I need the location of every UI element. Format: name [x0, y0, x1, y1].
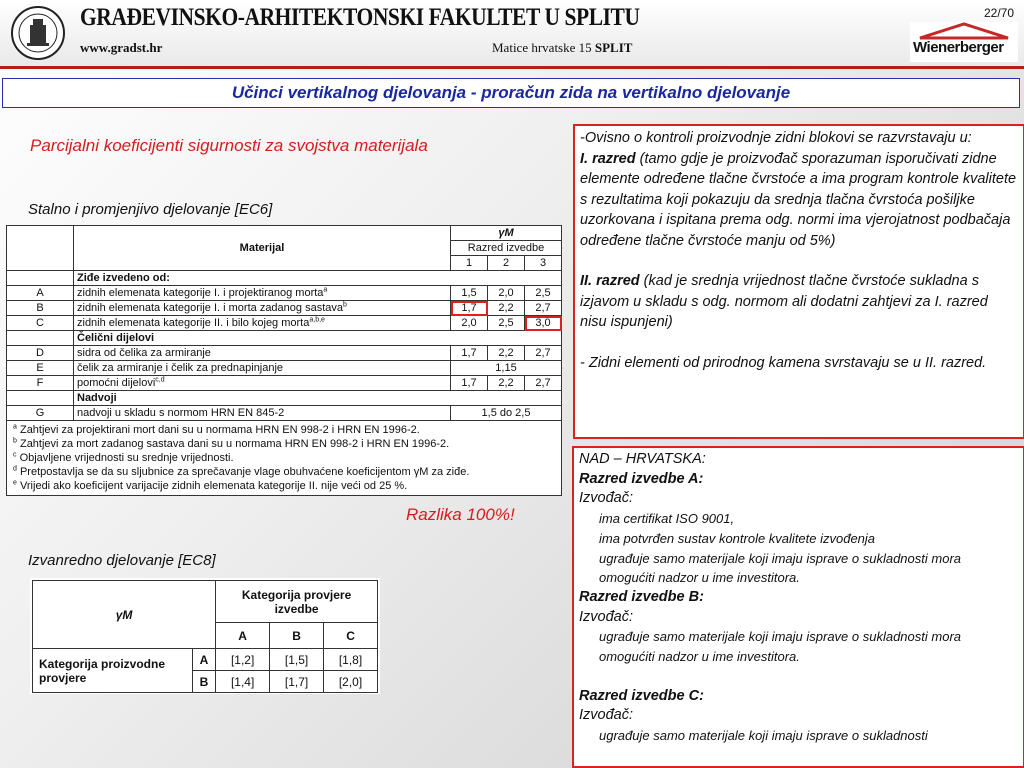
row-value-merged: 1,5 do 2,5: [451, 406, 562, 421]
ec8-caption: Izvanredno djelovanje [EC8]: [28, 552, 216, 569]
row-text: nadvoji u skladu s normom HRN EN 845-2: [74, 406, 451, 421]
ec8-value: [1,5]: [270, 649, 324, 671]
row-sup: b: [343, 301, 347, 309]
contractor-label: Izvođač:: [579, 608, 633, 625]
ec6-group-steel: Čelični dijelovi: [74, 331, 562, 346]
box1-class1-text: (tamo gdje je proizvođač sporazuman isporučivati zidne elemente određene tlačne čvrstoće a ima program kontrole kvalitete s rezultatima koji pokazuju da srednja tlačna čvrstoća pošiljke uzorkovana i ispitana prema odg. normi ima vjerojatnost podbačaja određene tlačne čvrstoće manju od 5%): [580, 150, 1017, 249]
address: [492, 40, 632, 56]
footnote: [13, 451, 555, 465]
highlighted-value: 3,0: [525, 316, 562, 331]
ec8-row-header: Kategorija proizvodne provjere: [33, 649, 193, 693]
row-text: [74, 376, 451, 391]
ec8-col: B: [270, 623, 324, 649]
page-number: 22/70: [983, 6, 1014, 20]
footnote-mark: d: [13, 465, 17, 473]
slide-title: Učinci vertikalnog djelovanja - proračun zida na vertikalno djelovanje: [2, 78, 1020, 108]
website-link[interactable]: www.gradst.hr: [80, 40, 163, 55]
ec6-group-lintels: Nadvoji: [74, 391, 562, 406]
footnote-mark: c: [13, 451, 17, 459]
ec8-row-key: B: [192, 671, 215, 693]
class-b-item: ugrađuje samo materijale koji imaju isprave o sukladnosti mora omogućiti nadzor u ime investitora.: [599, 629, 962, 665]
footnote-mark: b: [13, 437, 17, 445]
row-key: G: [7, 406, 74, 421]
table-row: [7, 406, 562, 421]
ec6-caption: Stalno i promjenjivo djelovanje [EC6]: [28, 201, 273, 218]
ec8-col: A: [216, 623, 270, 649]
box1-class1: [580, 149, 1018, 252]
row-value: 1,7: [451, 376, 488, 391]
row-value: 2,7: [525, 376, 562, 391]
box1-class2-text: (kad je srednja vrijednost tlačne čvrstoće sukladna s izjavom u skladu s odg. normom ali dodatni zahtjevi za I. razred nisu ispunjeni): [580, 273, 988, 330]
row-text: čelik za armiranje i čelik za prednapinjanje: [74, 361, 451, 376]
ec8-value: [1,7]: [270, 671, 324, 693]
class-c-item: ugrađuje samo materijale koji imaju isprave o sukladnosti: [599, 728, 928, 744]
nad-box: [572, 446, 1024, 768]
faculty-title: GRAĐEVINSKO-ARHITEKTONSKI FAKULTET U SPLITU: [80, 4, 640, 31]
row-value: 2,0: [488, 286, 525, 301]
ec6-class-2: 2: [488, 256, 525, 271]
section-heading: Parcijalni koeficijenti sigurnosti za svojstva materijala: [30, 136, 428, 155]
table-row: [7, 286, 562, 301]
row-value: 1,7: [451, 346, 488, 361]
spacer: [579, 667, 1018, 687]
row-sup: a,b,e: [309, 316, 325, 324]
table-row: [7, 301, 562, 316]
row-text-label: zidnih elemenata kategorije I. i morta zadanog sastava: [77, 302, 343, 314]
ec8-table: [30, 578, 380, 694]
box1-class2: [580, 271, 1018, 333]
ec8-value: [1,4]: [216, 671, 270, 693]
row-value: 1,5: [451, 286, 488, 301]
footnote-text: Objavljene vrijednosti su srednje vrijednosti.: [19, 452, 234, 464]
row-text-label: zidnih elemenata kategorije II. i bilo kojeg morta: [77, 317, 310, 329]
row-text: sidra od čelika za armiranje: [74, 346, 451, 361]
row-text: [74, 301, 451, 316]
ec6-class-1: 1: [451, 256, 488, 271]
footnote-text: Zahtjevi za mort zadanog sastava dani su u normama HRN EN 998-2 i HRN EN 1996-2.: [19, 438, 450, 450]
ec6-blank: [7, 271, 74, 286]
difference-note: Razlika 100%!: [406, 505, 515, 524]
row-sup: c,d: [155, 376, 165, 384]
row-value: 2,0: [451, 316, 488, 331]
row-sup: a: [323, 286, 328, 294]
class-a-item: ugrađuje samo materijale koji imaju isprave o sukladnosti mora omogućiti nadzor u ime investitora.: [599, 550, 962, 586]
row-value: 2,5: [525, 286, 562, 301]
box1-class2-label: II. razred: [580, 273, 640, 289]
row-key: E: [7, 361, 74, 376]
box1-stone: - Zidni elementi od prirodnog kamena svrstavaju se u II. razred.: [580, 354, 987, 371]
footnote: [13, 437, 555, 451]
row-value-merged: 1,15: [451, 361, 562, 376]
class-a-item: ima potvrđen sustav kontrole kvalitete izvođenja: [599, 530, 876, 546]
row-key: B: [7, 301, 74, 316]
row-key: D: [7, 346, 74, 361]
footnote-mark: a: [13, 423, 17, 431]
ec6-corner: [7, 226, 74, 271]
table-row: [7, 316, 562, 331]
address-city: SPLIT: [594, 40, 633, 55]
contractor-label: Izvođač:: [579, 707, 633, 724]
contractor-label: Izvođač:: [579, 490, 633, 507]
header-divider: [0, 66, 1024, 69]
row-key: F: [7, 376, 74, 391]
spacer: [580, 251, 1018, 271]
row-text: [74, 286, 451, 301]
ec6-table: [6, 225, 562, 496]
row-value: 2,7: [525, 301, 562, 316]
row-value: 2,2: [488, 346, 525, 361]
ec6-class-3: 3: [525, 256, 562, 271]
class-a-item: ima certifikat ISO 9001,: [599, 511, 735, 527]
table-row: [7, 376, 562, 391]
row-text: [74, 316, 451, 331]
footnote: [13, 465, 555, 479]
footnote-mark: e: [13, 479, 17, 487]
ec6-footnotes: [7, 421, 562, 496]
ec6-blank: [7, 391, 74, 406]
ec6-group-masonry: Ziđe izvedeno od:: [74, 271, 562, 286]
row-text-label: pomoćni dijelovi: [77, 377, 156, 389]
table-row: [33, 649, 378, 671]
class-c-heading: Razred izvedbe C:: [579, 687, 704, 704]
row-key: C: [7, 316, 74, 331]
ec8-col-header: Kategorija provjere izvedbe: [216, 581, 378, 623]
logo-text: Wienerberger: [913, 39, 1004, 56]
row-value: 2,2: [488, 376, 525, 391]
row-text-label: zidnih elemenata kategorije I. i projektiranog morta: [77, 287, 324, 299]
class-a-heading: Razred izvedbe A:: [579, 470, 704, 487]
row-value: 2,7: [525, 346, 562, 361]
ec8-value: [1,8]: [324, 649, 378, 671]
table-row: [7, 361, 562, 376]
ec6-col-class: Razred izvedbe: [451, 241, 562, 256]
row-value: 2,5: [488, 316, 525, 331]
header: [0, 0, 1024, 66]
ec8-row-key: A: [192, 649, 215, 671]
footnote-text: Zahtjevi za projektirani mort dani su u normama HRN EN 998-2 i HRN EN 1996-2.: [19, 424, 420, 436]
spacer: [580, 333, 1018, 353]
university-seal-icon: [10, 5, 66, 61]
row-key: A: [7, 286, 74, 301]
nad-heading: NAD – HRVATSKA:: [579, 451, 706, 467]
logo-roof-icon: [910, 22, 1018, 40]
ec8-gamma: γM: [33, 581, 216, 649]
row-value: 2,2: [488, 301, 525, 316]
box1-class1-label: I. razred: [580, 150, 636, 167]
ec6-col-gamma: γM: [451, 226, 562, 241]
footnote-text: Vrijedi ako koeficijent varijacije zidnih elemenata kategorije II. nije veći od 25 %.: [19, 480, 408, 492]
wienerberger-logo: [910, 22, 1018, 62]
footnote: [13, 423, 555, 437]
ec6-blank: [7, 331, 74, 346]
ec6-col-material: Materijal: [74, 226, 451, 271]
class-b-heading: Razred izvedbe B:: [579, 588, 704, 605]
footnote-text: Pretpostavlja se da su sljubnice za sprečavanje vlage obuhvaćene koeficijentom γM za ziđe.: [19, 466, 470, 478]
table-row: [7, 346, 562, 361]
address-street: Matice hrvatske 15: [492, 40, 592, 55]
ec8-value: [2,0]: [324, 671, 378, 693]
box1-intro: -Ovisno o kontroli proizvodnje zidni blokovi se razvrstavaju u:: [580, 130, 972, 146]
highlighted-value: 1,7: [451, 301, 488, 316]
classification-box: [573, 124, 1024, 439]
footnote: [13, 479, 555, 493]
ec8-col: C: [324, 623, 378, 649]
ec8-value: [1,2]: [216, 649, 270, 671]
